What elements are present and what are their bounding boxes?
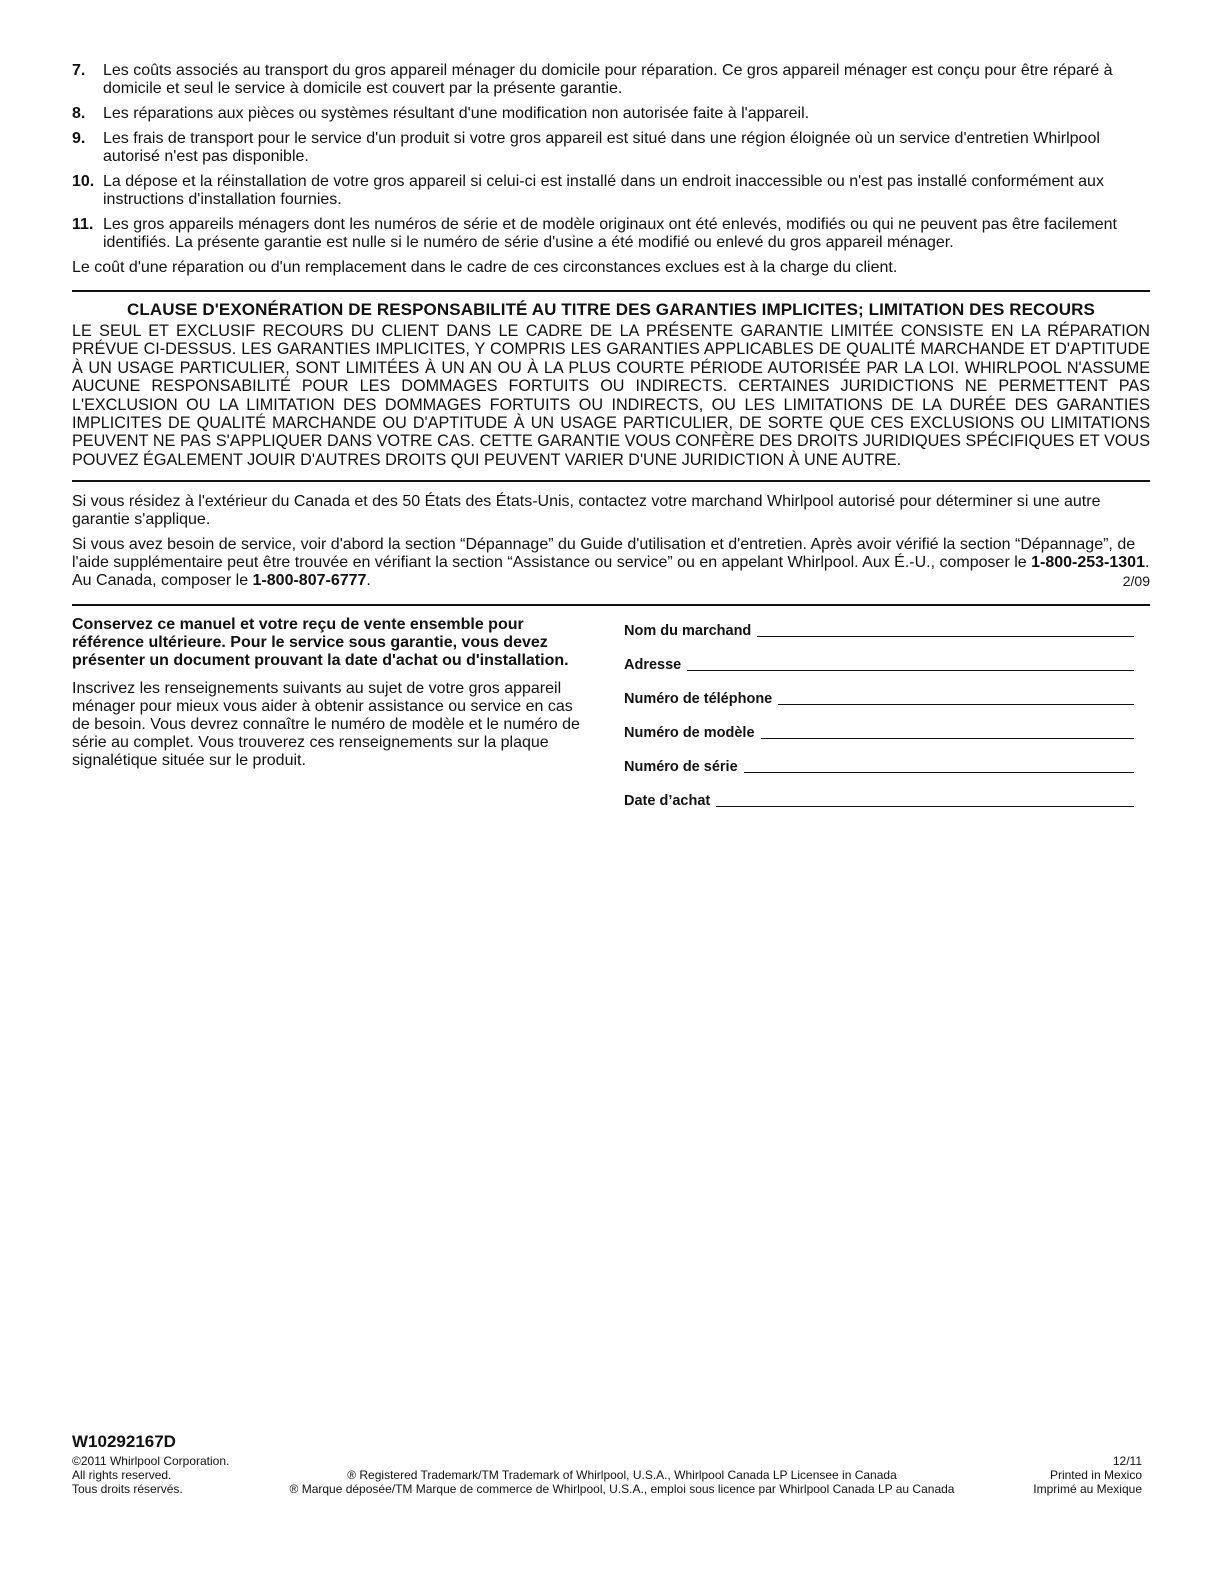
exclusion-number: 10.	[72, 173, 95, 190]
purchase-record-form	[624, 616, 1134, 810]
blank-line[interactable]	[761, 738, 1134, 739]
blank-line[interactable]	[744, 772, 1134, 773]
exclusion-text: Les coûts associés au transport du gros appareil ménager du domicile pour réparation. Ce gros appareil ménager est conçu pour être réparé à domicile et seul le service à domicile est couvert par la présente garantie.	[103, 62, 1113, 97]
print-date: 12/11	[1112, 1454, 1142, 1468]
part-number: W10292167D	[72, 1432, 176, 1451]
service-text: Si vous avez besoin de service, voir d'abord la section “Dépannage” du Guide d'utilisation et d'entretien. Après avoir vérifié la section “Dépannage”, de l'aide supplémentaire peut être trouvée en vérifiant la section “Assistance ou service” ou en appelant Whirlpool. Aux É.-U., composer le	[72, 536, 1136, 572]
address-field[interactable]	[624, 640, 1134, 674]
revision-code: 2/09	[1122, 573, 1150, 590]
footer-row	[72, 1454, 1142, 1468]
blank-line[interactable]	[716, 806, 1134, 807]
field-label: Numéro de série	[624, 759, 738, 776]
rights-reserved-fr: Tous droits réservés.	[72, 1482, 183, 1496]
printed-in-fr: Imprimé au Mexique	[1033, 1482, 1142, 1496]
printed-in: Printed in Mexico	[1049, 1468, 1142, 1482]
exclusion-text: La dépose et la réinstallation de votre gros appareil si celui-ci est installé dans un endroit inaccessible ou n'est pas installé conformément aux instructions d'installation fournies.	[103, 173, 1104, 208]
field-label: Nom du marchand	[624, 623, 752, 640]
exclusion-text: Les réparations aux pièces ou systèmes résultant d'une modification non autorisée faite à l'appareil.	[103, 105, 810, 122]
trademark-notice: ® Registered Trademark/TM Trademark of Whirlpool, U.S.A., Whirlpool Canada LP Licensee in Canada	[347, 1468, 897, 1482]
divider	[72, 604, 1150, 606]
blank-line[interactable]	[778, 704, 1134, 705]
serial-number-field[interactable]	[624, 742, 1134, 776]
keep-manual-bold: Conservez ce manuel et votre reçu de vente ensemble pour référence ultérieure. Pour le service sous garantie, vous devez présenter un document prouvant la date d'achat ou d'installation.	[72, 616, 569, 670]
field-label: Adresse	[624, 657, 682, 674]
record-section	[72, 616, 1150, 810]
exclusion-number: 7.	[72, 62, 86, 79]
blank-line[interactable]	[757, 636, 1134, 637]
exclusion-item	[72, 216, 1150, 252]
exclusion-item	[72, 173, 1150, 209]
field-label: Numéro de modèle	[624, 725, 755, 742]
phone-field[interactable]	[624, 674, 1134, 708]
canada-phone-number: 1-800-807-6777	[252, 572, 367, 590]
keep-manual-note	[72, 616, 584, 810]
blank-line[interactable]	[687, 670, 1134, 671]
model-number-field[interactable]	[624, 708, 1134, 742]
exclusion-item	[72, 62, 1150, 98]
exclusions-list	[72, 62, 1150, 252]
cost-statement: Le coût d'une réparation ou d'un remplacement dans le cadre de ces circonstances exclues est à la charge du client.	[72, 259, 898, 276]
exclusion-text: Les gros appareils ménagers dont les numéros de série et de modèle originaux ont été enlevés, modifiés ou qui ne peuvent pas être facilement identifiés. La présente garantie est nulle si le numéro de série d'usine a été modifié ou enlevé du gros appareil ménager.	[103, 216, 1117, 251]
field-label: Date d’achat	[624, 793, 711, 810]
exclusion-number: 9.	[72, 130, 86, 147]
disclaimer-title: CLAUSE D'EXONÉRATION DE RESPONSABILITÉ AU TITRE DES GARANTIES IMPLICITES; LIMITATION DES RECOURS	[127, 300, 1095, 319]
dealer-name-field[interactable]	[624, 616, 1134, 640]
us-phone-number: 1-800-253-1301	[1031, 554, 1145, 572]
exclusion-item	[72, 105, 1150, 123]
exclusion-item	[72, 130, 1150, 166]
copyright: ©2011 Whirlpool Corporation.	[72, 1454, 230, 1468]
exclusion-text: Les frais de transport pour le service d'un produit si votre gros appareil est situé dans une région éloignée où un service d'entretien Whirlpool autorisé n'est pas disponible.	[103, 130, 1100, 165]
divider	[72, 290, 1150, 292]
service-note	[72, 536, 1150, 590]
trademark-notice-fr: ® Marque déposée/TM Marque de commerce de Whirlpool, U.S.A., emploi sous licence par Whirlpool Canada LP au Canada	[289, 1482, 955, 1496]
service-text: .	[366, 572, 371, 590]
footer-legal	[72, 1454, 1142, 1496]
exclusion-number: 8.	[72, 105, 86, 122]
divider	[72, 480, 1150, 482]
footer-row	[72, 1482, 1142, 1496]
page-footer	[72, 1432, 1142, 1496]
exclusion-number: 11.	[72, 216, 94, 233]
rights-reserved: All rights reserved.	[72, 1468, 172, 1482]
outside-canada-note: Si vous résidez à l'extérieur du Canada et des 50 États des États-Unis, contactez votre marchand Whirlpool autorisé pour déterminer si une autre garantie s'applique.	[72, 493, 1101, 529]
purchase-date-field[interactable]	[624, 776, 1134, 810]
record-instructions: Inscrivez les renseignements suivants au sujet de votre gros appareil ménager pour mieux vous aider à obtenir assistance ou service en cas de besoin. Vous devrez connaître le numéro de modèle et le numéro de série au complet. Vous trouverez ces renseignements sur la plaque signalétique située sur le produit.	[72, 680, 580, 770]
field-label: Numéro de téléphone	[624, 691, 773, 708]
warranty-page	[72, 62, 1150, 810]
disclaimer-body: LE SEUL ET EXCLUSIF RECOURS DU CLIENT DANS LE CADRE DE LA PRÉSENTE GARANTIE LIMITÉE CONSISTE EN LA RÉPARATION PRÉVUE CI-DESSUS. LES GARANTIES IMPLICITES, Y COMPRIS LES GARANTIES APPLICABLES DE QUALITÉ MARCHANDE ET D'APTITUDE À UN USAGE PARTICULIER, SONT LIMITÉES À UN AN OU À LA PLUS COURTE PÉRIODE AUTORISÉE PAR LA LOI. WHIRLPOOL N'ASSUME AUCUNE RESPONSABILITÉ POUR LES DOMMAGES FORTUITS OU INDIRECTS. CERTAINES JURIDICTIONS NE PERMETTENT PAS L'EXCLUSION OU LA LIMITATION DES DOMMAGES FORTUITS OU INDIRECTS, OU LES LIMITATIONS DE LA DURÉE DES GARANTIES IMPLICITES DE QUALITÉ MARCHANDE OU D'APTITUDE À UN USAGE PARTICULIER, DE SORTE QUE CES EXCLUSIONS OU LIMITATIONS PEUVENT NE PAS S'APPLIQUER DANS VOTRE CAS. CETTE GARANTIE VOUS CONFÈRE DES DROITS JURIDIQUES SPÉCIFIQUES ET VOUS POUVEZ ÉGALEMENT JOUIR D'AUTRES DROITS QUI PEUVENT VARIER D'UNE JURIDICTION À UNE AUTRE.	[72, 322, 1150, 469]
footer-row	[72, 1468, 1142, 1482]
service-text: . Au Canada, composer le	[72, 554, 1150, 590]
